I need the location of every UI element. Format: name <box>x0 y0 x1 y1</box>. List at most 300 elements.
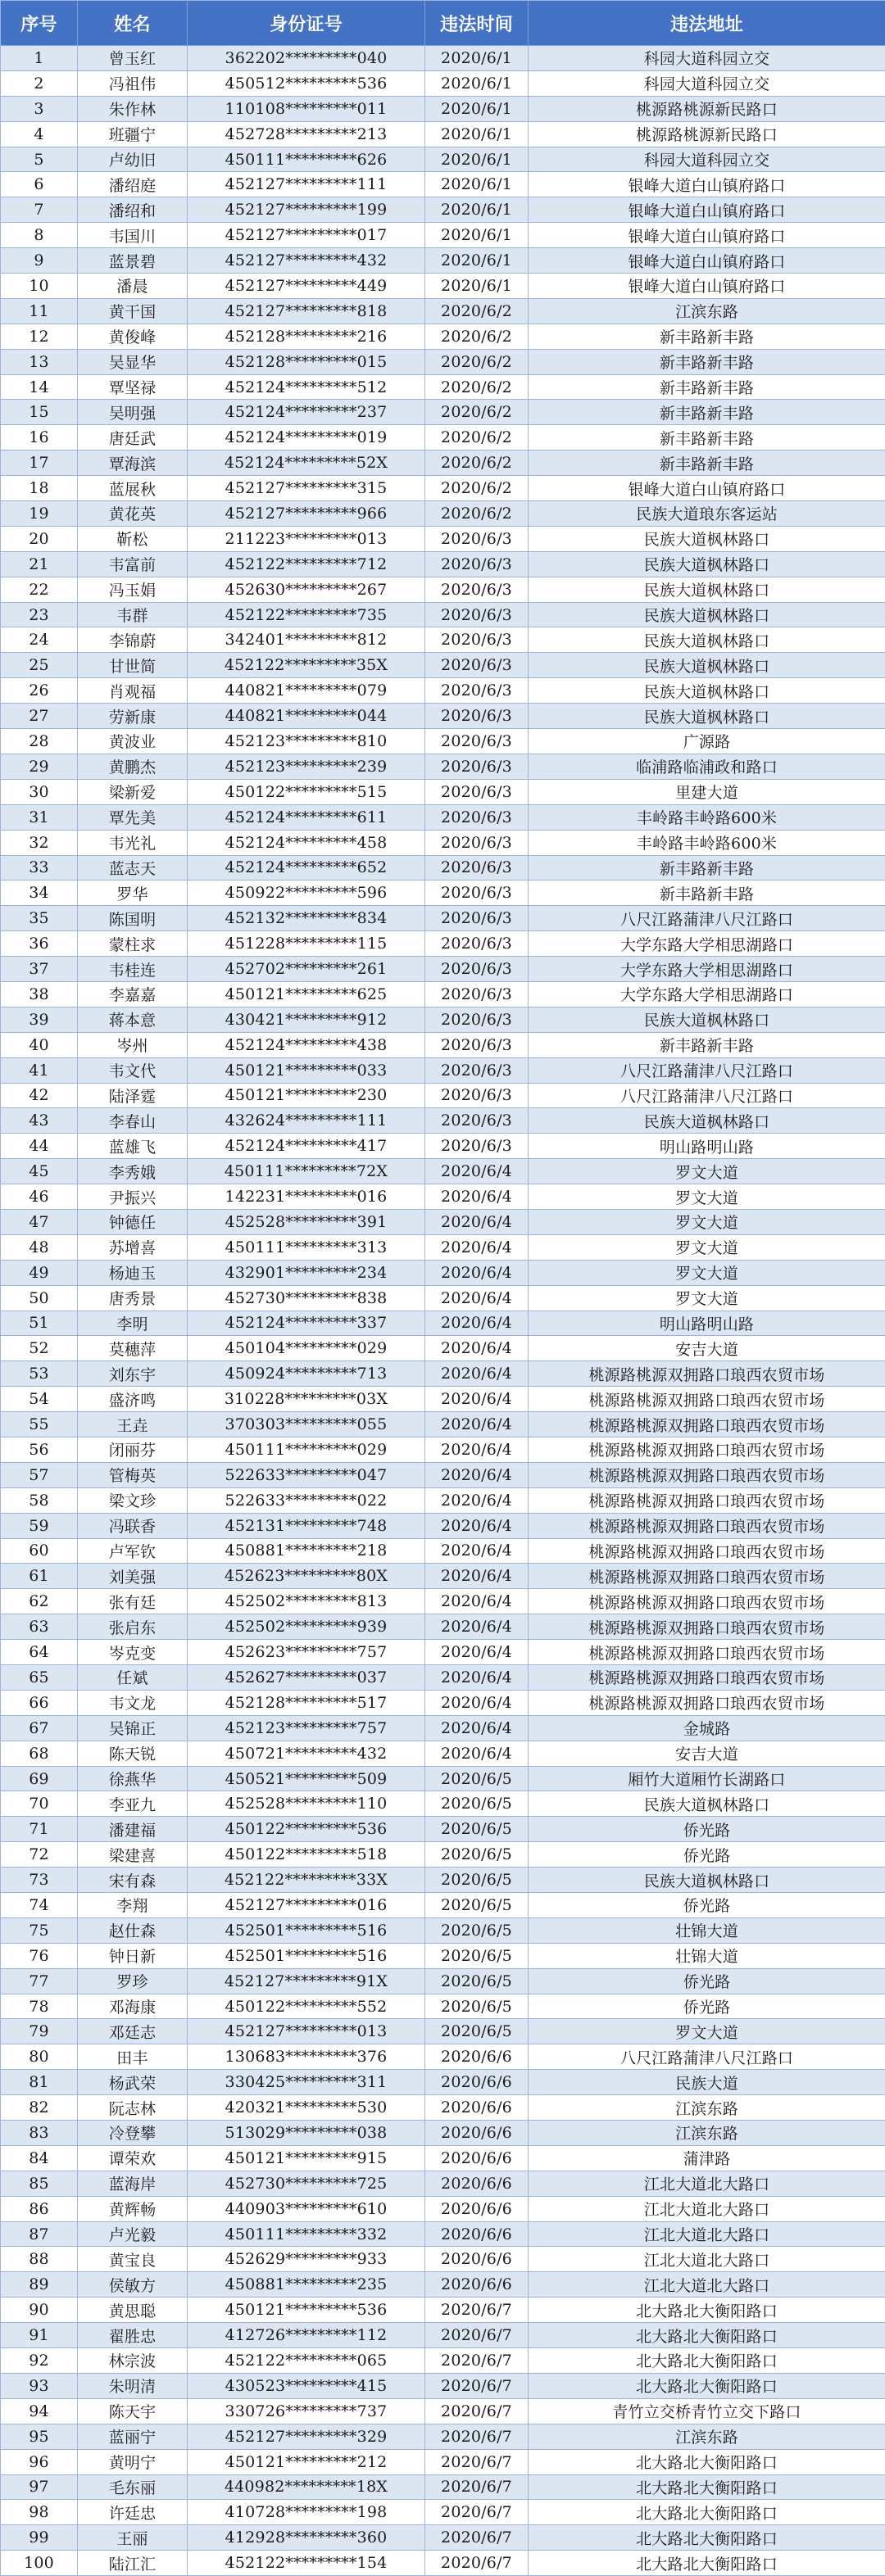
date-cell: 2020/6/7 <box>425 2424 529 2450</box>
address-cell: 银峰大道白山镇府路口 <box>529 197 885 223</box>
address-cell: 江滨东路 <box>529 299 885 324</box>
table-row <box>1 1387 885 1412</box>
id-number-cell: 342401*********812 <box>188 627 425 653</box>
address-cell: 侨光路 <box>529 1893 885 1918</box>
id-number-cell: 362202*********040 <box>188 46 425 71</box>
address-cell: 新丰路新丰路 <box>529 375 885 401</box>
seq-cell: 92 <box>1 2348 78 2374</box>
name-cell: 田丰 <box>78 2044 188 2070</box>
date-cell: 2020/6/3 <box>425 704 529 729</box>
table-row <box>1 2551 885 2576</box>
address-cell: 科园大道科园立交 <box>529 46 885 71</box>
id-number-cell: 440821*********044 <box>188 704 425 729</box>
seq-cell: 97 <box>1 2475 78 2501</box>
id-number-cell: 452501*********516 <box>188 1944 425 1969</box>
id-number-cell: 452132*********834 <box>188 906 425 931</box>
id-number-cell: 450104*********029 <box>188 1336 425 1361</box>
date-cell: 2020/6/5 <box>425 1767 529 1792</box>
id-number-cell: 450111*********332 <box>188 2222 425 2248</box>
id-number-cell: 452128*********216 <box>188 324 425 350</box>
address-cell: 民族大道琅东客运站 <box>529 501 885 527</box>
name-cell: 吴显华 <box>78 350 188 375</box>
table-row <box>1 1361 885 1387</box>
table-row <box>1 678 885 704</box>
table-row <box>1 627 885 653</box>
name-cell: 蓝丽宁 <box>78 2424 188 2450</box>
date-cell: 2020/6/1 <box>425 274 529 299</box>
name-cell: 尹振兴 <box>78 1184 188 1210</box>
name-cell: 张有廷 <box>78 1589 188 1614</box>
date-cell: 2020/6/6 <box>425 2272 529 2298</box>
address-cell: 广源路 <box>529 729 885 754</box>
seq-cell: 55 <box>1 1412 78 1437</box>
address-cell: 银峰大道白山镇府路口 <box>529 274 885 299</box>
table-row <box>1 1463 885 1488</box>
name-cell: 朱明清 <box>78 2374 188 2399</box>
seq-cell: 21 <box>1 552 78 577</box>
date-cell: 2020/6/3 <box>425 678 529 704</box>
name-cell: 黄明宁 <box>78 2450 188 2475</box>
id-number-cell: 452127*********013 <box>188 2019 425 2044</box>
seq-cell: 11 <box>1 299 78 324</box>
date-cell: 2020/6/7 <box>425 2348 529 2374</box>
seq-cell: 66 <box>1 1691 78 1716</box>
date-cell: 2020/6/3 <box>425 982 529 1007</box>
id-number-cell: 452124*********337 <box>188 1311 425 1337</box>
address-cell: 罗文大道 <box>529 1235 885 1261</box>
name-cell: 谭荣欢 <box>78 2146 188 2171</box>
date-cell: 2020/6/5 <box>425 1893 529 1918</box>
address-cell: 江北大道北大路口 <box>529 2247 885 2272</box>
date-cell: 2020/6/2 <box>425 375 529 401</box>
id-number-cell: 450881*********218 <box>188 1539 425 1564</box>
id-number-cell: 440903*********610 <box>188 2197 425 2222</box>
name-cell: 蓝志天 <box>78 856 188 881</box>
id-number-cell: 522633*********022 <box>188 1488 425 1514</box>
table-row <box>1 1741 885 1767</box>
table-row <box>1 350 885 375</box>
seq-cell: 31 <box>1 805 78 831</box>
table-row <box>1 450 885 476</box>
address-cell: 民族大道枫林路口 <box>529 603 885 628</box>
address-cell: 侨光路 <box>529 1817 885 1842</box>
date-cell: 2020/6/3 <box>425 603 529 628</box>
id-number-cell: 452124*********652 <box>188 856 425 881</box>
date-cell: 2020/6/3 <box>425 577 529 603</box>
id-number-cell: 450122*********518 <box>188 1842 425 1867</box>
seq-cell: 15 <box>1 400 78 425</box>
address-cell: 桃源路桃源双拥路口琅西农贸市场 <box>529 1614 885 1640</box>
name-cell: 王垚 <box>78 1412 188 1437</box>
name-cell: 梁新爱 <box>78 780 188 805</box>
seq-cell: 100 <box>1 2551 78 2576</box>
address-cell: 八尺江路蒲津八尺江路口 <box>529 1058 885 1084</box>
table-row <box>1 299 885 324</box>
seq-cell: 58 <box>1 1488 78 1514</box>
id-number-cell: 452122*********154 <box>188 2551 425 2576</box>
date-cell: 2020/6/4 <box>425 1412 529 1437</box>
table-row <box>1 2044 885 2070</box>
seq-cell: 8 <box>1 223 78 248</box>
name-cell: 甘世简 <box>78 653 188 678</box>
name-cell: 王丽 <box>78 2525 188 2551</box>
id-number-cell: 452124*********237 <box>188 400 425 425</box>
seq-cell: 60 <box>1 1539 78 1564</box>
date-cell: 2020/6/4 <box>425 1539 529 1564</box>
seq-cell: 88 <box>1 2247 78 2272</box>
id-number-cell: 450122*********515 <box>188 780 425 805</box>
seq-cell: 19 <box>1 501 78 527</box>
table-row <box>1 881 885 906</box>
id-number-cell: 452123*********239 <box>188 754 425 780</box>
address-cell: 新丰路新丰路 <box>529 400 885 425</box>
table-row <box>1 527 885 552</box>
seq-cell: 85 <box>1 2171 78 2197</box>
address-cell: 银峰大道白山镇府路口 <box>529 248 885 274</box>
id-number-cell: 450111*********626 <box>188 147 425 173</box>
table-row <box>1 2450 885 2475</box>
address-cell: 壮锦大道 <box>529 1944 885 1969</box>
date-cell: 2020/6/5 <box>425 1842 529 1867</box>
date-cell: 2020/6/3 <box>425 1108 529 1134</box>
table-row <box>1 1614 885 1640</box>
date-cell: 2020/6/1 <box>425 172 529 197</box>
address-cell: 罗文大道 <box>529 1184 885 1210</box>
address-cell: 桃源路桃源双拥路口琅西农贸市场 <box>529 1463 885 1488</box>
name-cell: 韦富前 <box>78 552 188 577</box>
table-row <box>1 1488 885 1514</box>
name-cell: 韦光礼 <box>78 831 188 856</box>
id-number-cell: 452623*********80X <box>188 1564 425 1589</box>
name-cell: 岑克变 <box>78 1640 188 1665</box>
seq-cell: 22 <box>1 577 78 603</box>
address-cell: 江北大道北大路口 <box>529 2272 885 2298</box>
header-name: 姓名 <box>78 1 188 46</box>
id-number-cell: 450512*********536 <box>188 71 425 97</box>
seq-cell: 6 <box>1 172 78 197</box>
address-cell: 八尺江路蒲津八尺江路口 <box>529 2044 885 2070</box>
address-cell: 罗文大道 <box>529 1210 885 1235</box>
name-cell: 黄波业 <box>78 729 188 754</box>
table-row <box>1 1286 885 1311</box>
table-row <box>1 1539 885 1564</box>
date-cell: 2020/6/4 <box>425 1741 529 1767</box>
date-cell: 2020/6/1 <box>425 97 529 122</box>
date-cell: 2020/6/3 <box>425 1084 529 1109</box>
table-row <box>1 2399 885 2424</box>
date-cell: 2020/6/1 <box>425 248 529 274</box>
id-number-cell: 452127*********432 <box>188 248 425 274</box>
id-number-cell: 432901*********234 <box>188 1261 425 1286</box>
id-number-cell: 452127*********818 <box>188 299 425 324</box>
seq-cell: 41 <box>1 1058 78 1084</box>
seq-cell: 10 <box>1 274 78 299</box>
table-row <box>1 501 885 527</box>
name-cell: 黄辉畅 <box>78 2197 188 2222</box>
table-row <box>1 1336 885 1361</box>
id-number-cell: 452630*********267 <box>188 577 425 603</box>
date-cell: 2020/6/3 <box>425 653 529 678</box>
seq-cell: 1 <box>1 46 78 71</box>
date-cell: 2020/6/3 <box>425 1058 529 1084</box>
address-cell: 蒲津路 <box>529 2146 885 2171</box>
seq-cell: 25 <box>1 653 78 678</box>
id-number-cell: 452122*********33X <box>188 1867 425 1893</box>
id-number-cell: 452127*********199 <box>188 197 425 223</box>
address-cell: 侨光路 <box>529 1994 885 2020</box>
seq-cell: 61 <box>1 1564 78 1589</box>
table-row <box>1 1640 885 1665</box>
name-cell: 李秀娥 <box>78 1159 188 1184</box>
table-row <box>1 1311 885 1337</box>
seq-cell: 51 <box>1 1311 78 1337</box>
seq-cell: 94 <box>1 2399 78 2424</box>
date-cell: 2020/6/1 <box>425 197 529 223</box>
id-number-cell: 452629*********933 <box>188 2247 425 2272</box>
table-row <box>1 1437 885 1463</box>
table-row <box>1 906 885 931</box>
seq-cell: 33 <box>1 856 78 881</box>
seq-cell: 64 <box>1 1640 78 1665</box>
table-row <box>1 2222 885 2248</box>
table-row <box>1 1817 885 1842</box>
seq-cell: 26 <box>1 678 78 704</box>
seq-cell: 56 <box>1 1437 78 1463</box>
name-cell: 黄俊峰 <box>78 324 188 350</box>
table-row <box>1 982 885 1007</box>
seq-cell: 45 <box>1 1159 78 1184</box>
date-cell: 2020/6/6 <box>425 2146 529 2171</box>
id-number-cell: 452123*********757 <box>188 1716 425 1741</box>
table-row <box>1 1108 885 1134</box>
id-number-cell: 522633*********047 <box>188 1463 425 1488</box>
date-cell: 2020/6/6 <box>425 2247 529 2272</box>
table-row <box>1 1184 885 1210</box>
table-row <box>1 2095 885 2121</box>
table-row <box>1 931 885 957</box>
name-cell: 许廷忠 <box>78 2500 188 2525</box>
table-row <box>1 2171 885 2197</box>
seq-cell: 2 <box>1 71 78 97</box>
name-cell: 覃坚禄 <box>78 375 188 401</box>
seq-cell: 24 <box>1 627 78 653</box>
seq-cell: 70 <box>1 1791 78 1817</box>
table-row <box>1 577 885 603</box>
address-cell: 科园大道科园立交 <box>529 71 885 97</box>
address-cell: 新丰路新丰路 <box>529 425 885 450</box>
seq-cell: 74 <box>1 1893 78 1918</box>
date-cell: 2020/6/5 <box>425 2019 529 2044</box>
id-number-cell: 452528*********110 <box>188 1791 425 1817</box>
date-cell: 2020/6/3 <box>425 856 529 881</box>
address-cell: 桃源路桃源双拥路口琅西农贸市场 <box>529 1514 885 1539</box>
date-cell: 2020/6/4 <box>425 1463 529 1488</box>
id-number-cell: 452122*********35X <box>188 653 425 678</box>
seq-cell: 16 <box>1 425 78 450</box>
date-cell: 2020/6/3 <box>425 931 529 957</box>
id-number-cell: 440821*********079 <box>188 678 425 704</box>
name-cell: 闭丽芬 <box>78 1437 188 1463</box>
name-cell: 冯玉娟 <box>78 577 188 603</box>
seq-cell: 29 <box>1 754 78 780</box>
seq-cell: 17 <box>1 450 78 476</box>
address-cell: 北大路北大衡阳路口 <box>529 2551 885 2576</box>
name-cell: 韦国川 <box>78 223 188 248</box>
table-row <box>1 831 885 856</box>
date-cell: 2020/6/3 <box>425 729 529 754</box>
table-row <box>1 1944 885 1969</box>
date-cell: 2020/6/7 <box>425 2450 529 2475</box>
date-cell: 2020/6/4 <box>425 1665 529 1691</box>
table-row <box>1 1691 885 1716</box>
id-number-cell: 452124*********611 <box>188 805 425 831</box>
name-cell: 陈国明 <box>78 906 188 931</box>
name-cell: 黄宝良 <box>78 2247 188 2272</box>
address-cell: 罗文大道 <box>529 1286 885 1311</box>
id-number-cell: 452728*********213 <box>188 122 425 147</box>
address-cell: 侨光路 <box>529 1842 885 1867</box>
date-cell: 2020/6/3 <box>425 627 529 653</box>
table-row <box>1 197 885 223</box>
seq-cell: 32 <box>1 831 78 856</box>
name-cell: 潘绍庭 <box>78 172 188 197</box>
id-number-cell: 450922*********596 <box>188 881 425 906</box>
address-cell: 安吉大道 <box>529 1741 885 1767</box>
name-cell: 宋有森 <box>78 1867 188 1893</box>
address-cell: 北大路北大衡阳路口 <box>529 2450 885 2475</box>
seq-cell: 69 <box>1 1767 78 1792</box>
table-row <box>1 704 885 729</box>
id-number-cell: 430523*********415 <box>188 2374 425 2399</box>
seq-cell: 82 <box>1 2095 78 2121</box>
name-cell: 张启东 <box>78 1614 188 1640</box>
table-row <box>1 1033 885 1058</box>
table-row <box>1 603 885 628</box>
id-number-cell: 450721*********432 <box>188 1741 425 1767</box>
address-cell: 民族大道枫林路口 <box>529 653 885 678</box>
date-cell: 2020/6/4 <box>425 1589 529 1614</box>
id-number-cell: 452127*********016 <box>188 1893 425 1918</box>
seq-cell: 71 <box>1 1817 78 1842</box>
date-cell: 2020/6/1 <box>425 147 529 173</box>
address-cell: 金城路 <box>529 1716 885 1741</box>
seq-cell: 5 <box>1 147 78 173</box>
id-number-cell: 310228*********03X <box>188 1387 425 1412</box>
seq-cell: 39 <box>1 1007 78 1033</box>
id-number-cell: 452502*********813 <box>188 1589 425 1614</box>
date-cell: 2020/6/4 <box>425 1235 529 1261</box>
seq-cell: 73 <box>1 1867 78 1893</box>
id-number-cell: 452127*********966 <box>188 501 425 527</box>
date-cell: 2020/6/6 <box>425 2222 529 2248</box>
seq-cell: 79 <box>1 2019 78 2044</box>
id-number-cell: 452627*********037 <box>188 1665 425 1691</box>
address-cell: 厢竹大道厢竹长湖路口 <box>529 1767 885 1792</box>
name-cell: 徐燕华 <box>78 1767 188 1792</box>
address-cell: 桃源路桃源双拥路口琅西农贸市场 <box>529 1488 885 1514</box>
id-number-cell: 450122*********536 <box>188 1817 425 1842</box>
name-cell: 岑州 <box>78 1033 188 1058</box>
table-row <box>1 2121 885 2146</box>
table-row <box>1 1412 885 1437</box>
address-cell: 明山路明山路 <box>529 1311 885 1337</box>
seq-cell: 96 <box>1 2450 78 2475</box>
address-cell: 侨光路 <box>529 1969 885 1994</box>
id-number-cell: 430421*********912 <box>188 1007 425 1033</box>
name-cell: 邓廷志 <box>78 2019 188 2044</box>
seq-cell: 14 <box>1 375 78 401</box>
header-violation-date: 违法时间 <box>425 1 529 46</box>
name-cell: 卢幼旧 <box>78 147 188 173</box>
name-cell: 陈天宇 <box>78 2399 188 2424</box>
seq-cell: 35 <box>1 906 78 931</box>
name-cell: 梁文珍 <box>78 1488 188 1514</box>
id-number-cell: 211223*********013 <box>188 527 425 552</box>
table-row <box>1 2070 885 2095</box>
seq-cell: 75 <box>1 1918 78 1944</box>
date-cell: 2020/6/3 <box>425 957 529 982</box>
name-cell: 韦文龙 <box>78 1691 188 1716</box>
id-number-cell: 450121*********033 <box>188 1058 425 1084</box>
seq-cell: 91 <box>1 2323 78 2348</box>
date-cell: 2020/6/4 <box>425 1361 529 1387</box>
date-cell: 2020/6/4 <box>425 1640 529 1665</box>
name-cell: 吴锦正 <box>78 1716 188 1741</box>
address-cell: 民族大道枫林路口 <box>529 527 885 552</box>
seq-cell: 62 <box>1 1589 78 1614</box>
id-number-cell: 432624*********111 <box>188 1108 425 1134</box>
id-number-cell: 450121*********536 <box>188 2298 425 2323</box>
date-cell: 2020/6/3 <box>425 831 529 856</box>
address-cell: 新丰路新丰路 <box>529 881 885 906</box>
address-cell: 桃源路桃源双拥路口琅西农贸市场 <box>529 1564 885 1589</box>
id-number-cell: 450521*********509 <box>188 1767 425 1792</box>
table-row <box>1 754 885 780</box>
id-number-cell: 450111*********029 <box>188 1437 425 1463</box>
date-cell: 2020/6/3 <box>425 805 529 831</box>
address-cell: 民族大道枫林路口 <box>529 1867 885 1893</box>
date-cell: 2020/6/6 <box>425 2121 529 2146</box>
seq-cell: 13 <box>1 350 78 375</box>
table-row <box>1 957 885 982</box>
address-cell: 江北大道北大路口 <box>529 2171 885 2197</box>
table-row <box>1 2323 885 2348</box>
seq-cell: 4 <box>1 122 78 147</box>
seq-cell: 48 <box>1 1235 78 1261</box>
address-cell: 新丰路新丰路 <box>529 324 885 350</box>
table-row <box>1 97 885 122</box>
name-cell: 林宗波 <box>78 2348 188 2374</box>
id-number-cell: 450111*********313 <box>188 1235 425 1261</box>
name-cell: 陆泽霆 <box>78 1084 188 1109</box>
date-cell: 2020/6/3 <box>425 552 529 577</box>
address-cell: 丰岭路丰岭路600米 <box>529 831 885 856</box>
name-cell: 肖观福 <box>78 678 188 704</box>
name-cell: 蓝雄飞 <box>78 1134 188 1159</box>
name-cell: 管梅英 <box>78 1463 188 1488</box>
name-cell: 黄干国 <box>78 299 188 324</box>
table-row <box>1 1210 885 1235</box>
seq-cell: 57 <box>1 1463 78 1488</box>
address-cell: 民族大道枫林路口 <box>529 678 885 704</box>
name-cell: 吴明强 <box>78 400 188 425</box>
seq-cell: 40 <box>1 1033 78 1058</box>
date-cell: 2020/6/5 <box>425 1867 529 1893</box>
date-cell: 2020/6/3 <box>425 754 529 780</box>
name-cell: 刘美强 <box>78 1564 188 1589</box>
id-number-cell: 420321*********530 <box>188 2095 425 2121</box>
table-row <box>1 1159 885 1184</box>
